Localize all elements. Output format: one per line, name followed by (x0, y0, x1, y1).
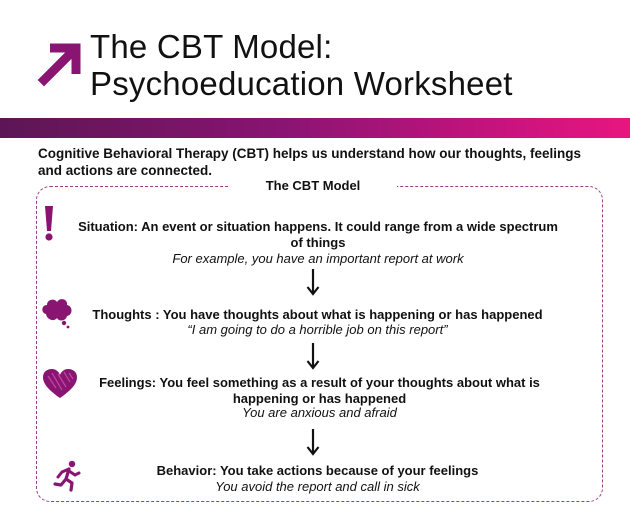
situation-heading-line1: Situation: An event or situation happens. It could range from a wide spectrum (78, 219, 558, 234)
step-feelings-heading (78, 375, 561, 407)
intro-text: Cognitive Behavioral Therapy (CBT) helps us understand how our thoughts, feelings and actions are connected. (38, 146, 582, 178)
page-title (90, 28, 513, 102)
step-situation-heading (58, 219, 578, 251)
step-thoughts-heading: Thoughts : You have thoughts about what is happening or has happened (92, 307, 543, 322)
step-behavior-heading: Behavior: You take actions because of your feelings (156, 463, 479, 478)
situation-heading-line2: of things (290, 235, 346, 250)
step-thoughts-example: “I am going to do a horrible job on this report” (187, 322, 448, 337)
down-arrow-icon (306, 342, 320, 370)
title-line-2: Psychoeducation Worksheet (90, 65, 513, 102)
step-situation-example: For example, you have an important report at work (172, 251, 464, 266)
heart-icon (42, 368, 78, 400)
feelings-heading-line1: Feelings: You feel something as a result of your thoughts about what is (99, 375, 540, 390)
accent-band (0, 118, 630, 138)
cbt-model-title: The CBT Model (229, 178, 397, 194)
step-feelings-example: You are anxious and afraid (242, 405, 397, 420)
down-arrow-icon (306, 428, 320, 456)
diagonal-arrow-icon (36, 42, 82, 88)
feelings-heading-line2: happening or has happened (232, 391, 407, 406)
down-arrow-icon (306, 268, 320, 296)
thought-cloud-icon (40, 296, 74, 330)
title-line-1: The CBT Model: (90, 28, 333, 65)
step-behavior-example: You avoid the report and call in sick (215, 479, 420, 494)
exclamation-icon (42, 204, 56, 242)
running-person-icon (52, 460, 82, 492)
